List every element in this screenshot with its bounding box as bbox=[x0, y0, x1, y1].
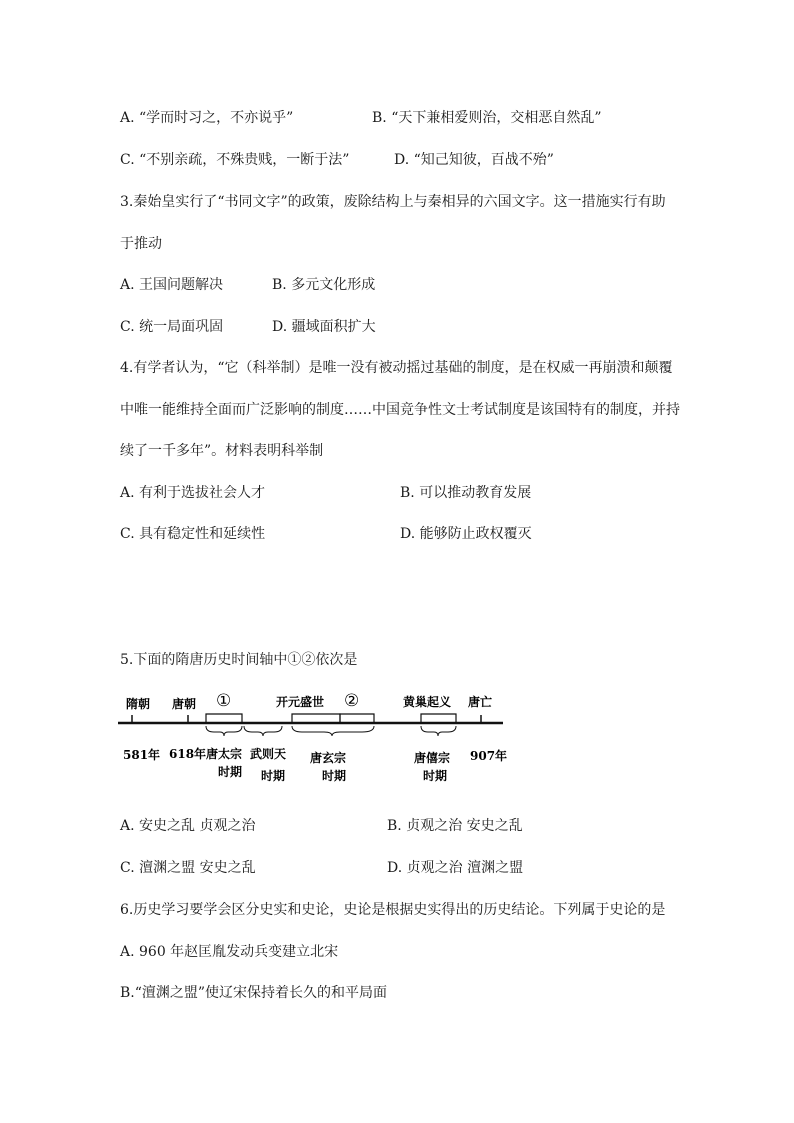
q4-option-a: A. 有利于选拔社会人才 bbox=[120, 485, 266, 501]
brace-xizong bbox=[421, 726, 456, 736]
label-xizong: 唐僖宗 bbox=[414, 751, 451, 765]
brace-wuzetian bbox=[244, 726, 282, 736]
q2-option-b: B. “天下兼相爱则治，交相恶自然乱” bbox=[372, 110, 602, 126]
q3-stem-line2: 于推动 bbox=[120, 236, 162, 252]
q4-stem-line2: 中唯一能维持全面而广泛影响的制度……中国竞争性文士考试制度是该国特有的制度，并持 bbox=[120, 402, 680, 418]
tang-timeline-figure bbox=[118, 686, 518, 786]
bracket-kaiyuan bbox=[292, 714, 340, 723]
bracket-marker2 bbox=[340, 714, 374, 723]
q5-stem: 5.下面的隋唐历史时间轴中①②依次是 bbox=[120, 652, 358, 668]
marker-1: ① bbox=[216, 691, 232, 711]
brace-taizong bbox=[206, 726, 242, 736]
q6-stem: 6.历史学习要学会区分史实和史论，史论是根据史实得出的历史结论。下列属于史论的是 bbox=[120, 902, 666, 918]
q3-option-a: A. 王国问题解决 bbox=[120, 277, 224, 293]
q6-option-b: B.“澶渊之盟”使辽宋保持着长久的和平局面 bbox=[120, 985, 388, 1001]
label-tang: 唐朝 bbox=[172, 697, 197, 711]
period-xuanzong: 时期 bbox=[322, 769, 347, 783]
q3-stem-line1: 3.秦始皇实行了“书同文字”的政策，废除结构上与秦相异的六国文字。这一措施实行有助 bbox=[120, 194, 666, 210]
label-618: 618年 bbox=[169, 747, 207, 761]
label-kaiyuan: 开元盛世 bbox=[276, 695, 325, 709]
q4-option-b: B. 可以推动教育发展 bbox=[400, 485, 532, 501]
q4-option-d: D. 能够防止政权覆灭 bbox=[400, 526, 532, 542]
q2-option-c: C. “不别亲疏，不殊贵贱，一断于法” bbox=[120, 152, 350, 168]
label-xuanzong: 唐玄宗 bbox=[310, 751, 347, 765]
label-581: 581年 bbox=[123, 748, 161, 762]
label-huangchao: 黄巢起义 bbox=[403, 695, 452, 709]
q5-option-d: D. 贞观之治 澶渊之盟 bbox=[387, 860, 524, 876]
q5-option-c: C. 澶渊之盟 安史之乱 bbox=[120, 860, 256, 876]
marker-2: ② bbox=[344, 691, 360, 711]
brace-xuanzong bbox=[292, 726, 374, 736]
label-tangwang: 唐亡 bbox=[468, 695, 493, 709]
q4-stem-line3: 续了一千多年”。材料表明科举制 bbox=[120, 443, 324, 459]
q3-option-d: D. 疆域面积扩大 bbox=[272, 319, 376, 335]
label-sui: 隋朝 bbox=[126, 697, 151, 711]
period-xizong: 时期 bbox=[423, 769, 448, 783]
q4-option-c: C. 具有稳定性和延续性 bbox=[120, 526, 266, 542]
period-wuzetian: 时期 bbox=[261, 769, 286, 783]
q4-stem-line1: 4.有学者认为，“它（科举制）是唯一没有被动摇过基础的制度，是在权威一再崩溃和颠覆 bbox=[120, 360, 673, 376]
bracket-huangchao bbox=[421, 714, 456, 723]
q5-option-a: A. 安史之乱 贞观之治 bbox=[120, 818, 256, 834]
label-907: 907年 bbox=[470, 749, 508, 763]
period-taizong: 时期 bbox=[218, 765, 243, 779]
q2-option-d: D. “知己知彼，百战不殆” bbox=[394, 152, 554, 168]
q3-option-c: C. 统一局面巩固 bbox=[120, 319, 224, 335]
bracket-marker1 bbox=[206, 714, 242, 723]
label-wuzetian: 武则天 bbox=[250, 747, 287, 761]
q3-option-b: B. 多元文化形成 bbox=[272, 277, 376, 293]
q5-option-b: B. 贞观之治 安史之乱 bbox=[387, 818, 523, 834]
q2-option-a: A. “学而时习之，不亦说乎” bbox=[120, 110, 294, 126]
q6-option-a: A. 960 年赵匡胤发动兵变建立北宋 bbox=[120, 944, 339, 960]
label-taizong: 唐太宗 bbox=[206, 747, 243, 761]
